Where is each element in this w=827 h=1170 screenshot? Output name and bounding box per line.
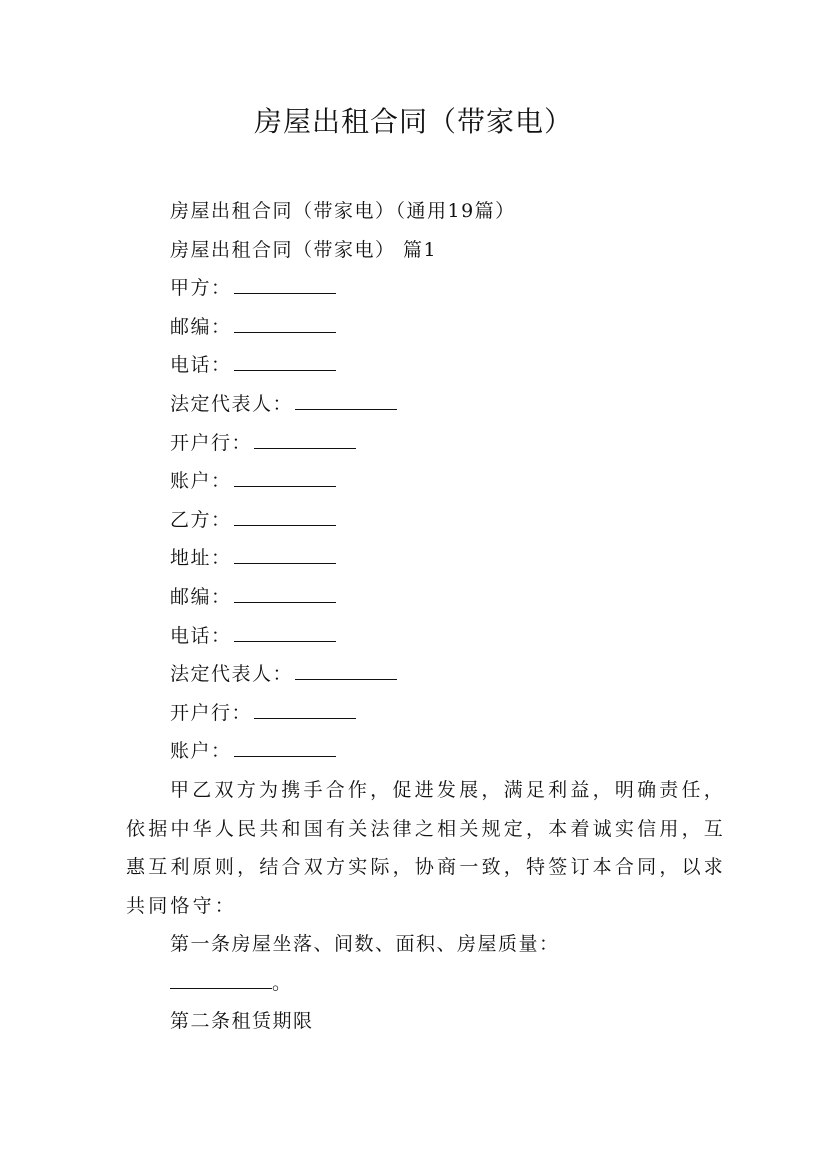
party-b-legal-rep-label: 法定代表人： [170, 663, 294, 686]
blank-underline [234, 369, 336, 371]
article-2-heading: 第二条租赁期限 [170, 1010, 314, 1033]
blank-underline [234, 640, 336, 642]
blank-underline [234, 292, 336, 294]
party-b-line [126, 501, 726, 540]
party-b-address-line [126, 539, 726, 578]
article-1-heading: 第一条房屋坐落、间数、面积、房屋质量： [170, 933, 560, 956]
party-b-account-label: 账户： [170, 740, 232, 763]
party-b-legal-rep-line [126, 655, 726, 694]
party-b-account-line [126, 732, 726, 771]
article-1-end-mark: 。 [272, 971, 293, 994]
party-b-postcode-line [126, 578, 726, 617]
blank-underline [234, 485, 336, 487]
party-b-bank-line [126, 694, 726, 733]
blank-underline [234, 601, 336, 603]
section-heading: 房屋出租合同（带家电） 篇1 [170, 238, 438, 261]
party-b-postcode-label: 邮编： [170, 585, 232, 608]
blank-underline [254, 447, 356, 449]
party-a-account-label: 账户： [170, 470, 232, 493]
party-a-phone-line [126, 346, 726, 385]
blank-underline [254, 717, 356, 719]
party-b-phone-line [126, 617, 726, 656]
party-b-phone-label: 电话： [170, 624, 232, 647]
party-a-account-line [126, 462, 726, 501]
party-a-phone-label: 电话： [170, 354, 232, 377]
party-a-legal-rep-line [126, 385, 726, 424]
party-a-bank-line [126, 424, 726, 463]
party-a-postcode-label: 邮编： [170, 315, 232, 338]
intro-paragraph: 甲乙双方为携手合作，促进发展，满足利益，明确责任，依据中华人民共和国有关法律之相关规定，本着诚实信用，互惠互利原则，结合双方实际，协商一致，特签订本合同，以求共同恪守： [126, 778, 726, 917]
subtitle-line: 房屋出租合同（带家电）（通用19篇） [170, 200, 516, 222]
blank-underline [234, 562, 336, 564]
party-a-bank-label: 开户行： [170, 431, 253, 454]
party-a-line [126, 269, 726, 308]
party-b-bank-label: 开户行： [170, 701, 253, 724]
blank-underline [234, 524, 336, 526]
party-b-label: 乙方： [170, 508, 232, 531]
party-b-address-label: 地址： [170, 547, 232, 570]
blank-underline [234, 755, 336, 757]
blank-underline [234, 331, 336, 333]
document-title: 房屋出租合同（带家电） [253, 105, 573, 138]
party-a-legal-rep-label: 法定代表人： [170, 392, 294, 415]
blank-underline [170, 987, 272, 989]
document-body [126, 192, 726, 1041]
party-a-postcode-line [126, 308, 726, 347]
party-a-label: 甲方： [170, 277, 232, 300]
blank-underline [295, 678, 397, 680]
article-1-blank-line [126, 964, 726, 1003]
blank-underline [295, 408, 397, 410]
